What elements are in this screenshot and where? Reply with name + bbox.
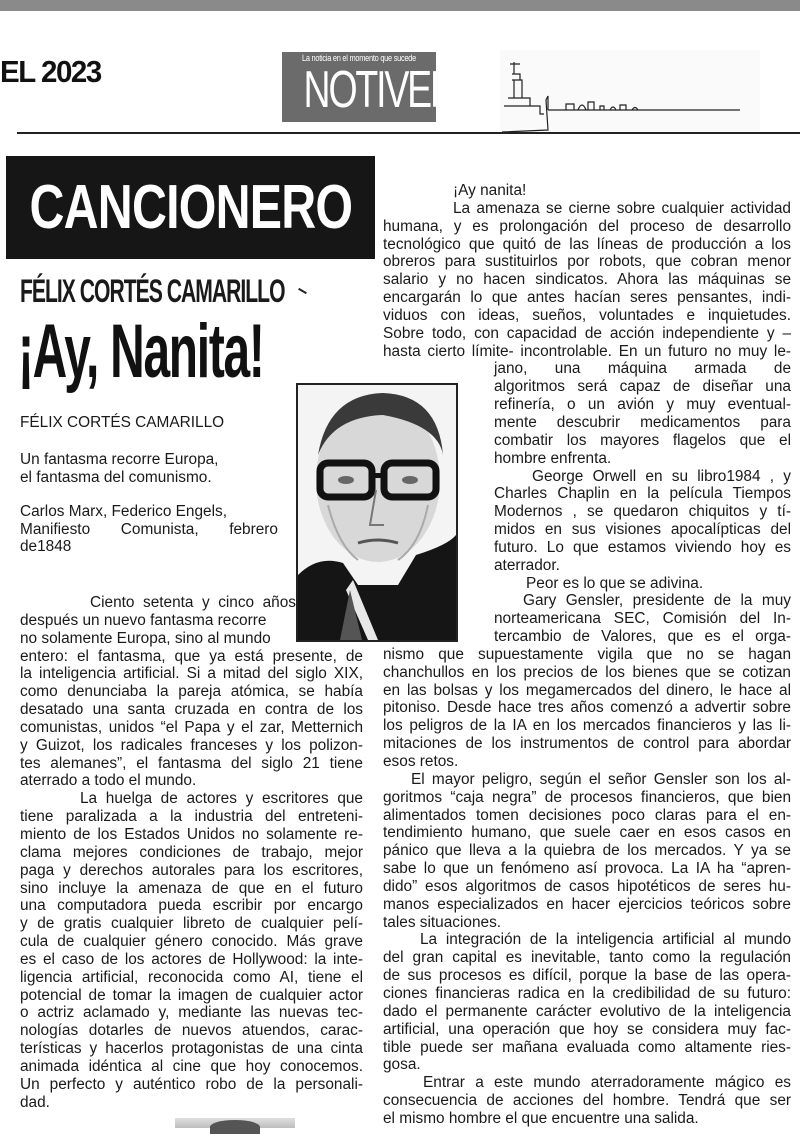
text-line: nismo que supuestamente vigila que no se hagan [383, 645, 791, 663]
text-line: Entrar a este mundo aterradoramente mágico es [423, 1074, 791, 1092]
text-line: combatir los mayores flagelos que el [494, 431, 791, 449]
paragraph [383, 931, 791, 1074]
paragraph [20, 790, 363, 1111]
text-line: La huelga de actores y escritores que [80, 790, 363, 808]
text-line: Charles Chaplin en la película Tiempos [494, 485, 791, 503]
text-line: La integración de la inteligencia artificial al mundo [420, 931, 791, 949]
text-line: gosa. [383, 1056, 421, 1074]
masthead-date: EL 2023 [0, 54, 101, 89]
text-line: terísticas y hacerlos protagonistas de una cinta [20, 1040, 363, 1058]
text-line: artificial, una operación que hoy se considera muy fac- [383, 1020, 791, 1038]
epigraph-line: Un fantasma recorre Europa, [20, 451, 219, 468]
text-line: salario y no hacen sindicatos. Ahora las máquinas se [383, 271, 791, 289]
text-line: hasta cierto límite- incontrolable. En un futuro no muy le- [383, 342, 791, 360]
top-bar [0, 0, 800, 11]
text-line: encargarán lo que antes hacían seres pensantes, indi- [383, 289, 791, 307]
attribution-line: Manifiesto Comunista, febrero [20, 520, 278, 538]
paragraph [383, 771, 791, 932]
narrow-block [494, 360, 791, 646]
text-line: mitaciones de los instrumentos de control para abordar [383, 735, 791, 753]
section-title: CANCIONERO [29, 173, 352, 242]
text-line: Modernos , se quedaron chiquitos y tí- [494, 503, 791, 521]
text-line: tible puede ser mañana evaluada como altamente ries- [383, 1038, 791, 1056]
text-line: tendimiento humano, que suele caer en esos casos en [383, 824, 791, 842]
text-line: La amenaza se cierne sobre cualquier actividad [453, 199, 791, 217]
text-line: dado el permanente carácter evolutivo de la inteligencia [383, 1002, 791, 1020]
text-line: consecuencia de acciones del hombre. Tendrá que ser [383, 1092, 791, 1110]
text-line: entero: el fantasma, que ya está presente, de [20, 647, 363, 665]
text-line: jano, una máquina armada de [494, 360, 791, 378]
text-line: sabe lo que un fenómeno así provoca. La IA ha “apren- [383, 860, 791, 878]
masthead-rule [17, 132, 800, 134]
author-byline: FÉLIX CORTÉS CAMARILLO [20, 414, 225, 431]
text-line: clama mejores condiciones de trabajo, mejor [20, 843, 363, 861]
text-line: manos especializados en hacer ejercicios teóricos sobre [383, 895, 791, 913]
text-line: aterrador. [494, 556, 560, 574]
text-line: tales situaciones. [383, 913, 502, 931]
text-line: tercambio de Valores, que es el orga- [494, 628, 791, 646]
text-line: refinería, o un avión y muy eventual- [494, 396, 791, 414]
text-line: futuro. Lo que estamos viviendo hoy es [494, 538, 791, 556]
stray-mark [298, 288, 307, 294]
text-line: goritmos “caja negra” de procesos financieros, que bien [383, 788, 791, 806]
text-line: y de gratis cualquier libreto de cualquier pelí- [20, 915, 363, 933]
text-line: los peligros de la IA en los mercados financieros y las li- [383, 717, 791, 735]
paragraph [383, 200, 791, 361]
text-line: el mismo hombre el que encuentre una salida. [383, 1109, 699, 1127]
text-line: humana, y es prolongación del proceso de desarrollo [383, 217, 791, 235]
left-body-column [20, 594, 363, 1111]
text-line: hombre enfrenta. [494, 449, 612, 467]
text-line: dad. [20, 1093, 50, 1111]
text-line: pánico que lleva a la quiebra de los mercados. Y ya se [383, 842, 791, 860]
fortress-sketch-illustration [500, 50, 760, 132]
text-line: algoritmos será capaz de diseñar una [494, 378, 791, 396]
notiver-logo [282, 52, 455, 122]
text-line: y Guizot, los radicales franceses y los polizon- [20, 736, 363, 754]
text-line: o actriz aclamado y, mediante las nuevas tec- [20, 1004, 363, 1022]
text-line: miento de los Estados Unidos no solamente re- [20, 825, 363, 843]
text-line: chanchullos en los precios de los bienes que se cotizan [383, 663, 791, 681]
text-line: ligencia artificial, reconocida como AI, tiene el [20, 968, 363, 986]
text-line: Sobre todo, con capacidad de acción independiente y – [383, 324, 791, 342]
text-line: la inteligencia artificial. Si a mitad del siglo XIX, [20, 665, 363, 683]
attribution-line: de1848 [20, 538, 72, 556]
text-line: como denunciaba la pareja atómica, se había [20, 683, 363, 701]
section-kicker: ¡Ay nanita! [453, 182, 527, 199]
text-line: del gran capital es inevitable, tanto como la regulación [383, 949, 791, 967]
text-line: una computadora pueda escribir por encargo [20, 897, 363, 915]
text-line: tes alemanes”, el fantasma del siglo 21 tiene [20, 754, 363, 772]
paragraph [383, 1074, 791, 1128]
text-line: comunistas, unidos “el Papa y el zar, Metternich [20, 718, 363, 736]
section-banner [6, 156, 375, 259]
photo-head-shape [210, 1120, 260, 1134]
text-line: después un nuevo fantasma recorre [20, 611, 267, 629]
text-line: tecnológico que quitó de las líneas de producción a los [383, 235, 791, 253]
text-line: Gary Gensler, presidente de la muy [523, 592, 791, 610]
paragraph [383, 646, 791, 771]
text-line: mente descubrir medicamentos para [494, 413, 791, 431]
text-line: en las bolsas y los megamercados del dinero, le hace al [383, 681, 791, 699]
text-line: aterrado a todo el mundo. [20, 772, 197, 790]
text-line: dido” esos algoritmos de casos hipotéticos de seres hu- [383, 877, 791, 895]
epigraph-line: el fantasma del comunismo. [20, 468, 212, 486]
text-line: no solamente Europa, sino al mundo [20, 629, 271, 647]
text-line: midos en sus visiones apocalípticas del [494, 521, 791, 539]
text-line: obreros para sustituirlos por robots, que cobran menor [383, 253, 791, 271]
text-line: de sus procesos es difícil, porque la base de las opera- [383, 967, 791, 985]
attribution-line: Carlos Marx, Federico Engels, [20, 503, 227, 520]
text-line: norteamericana SEC, Comisión del In- [494, 610, 791, 628]
text-line: George Orwell en su libro1984 , y [532, 467, 791, 485]
text-line: Ciento setenta y cinco años [90, 594, 296, 611]
text-line: esos retos. [383, 753, 459, 770]
text-line: ciones financieras radica en la credibilidad de su futuro: [383, 984, 791, 1002]
text-line: animada idéntica al cine que hoy conocemos. [20, 1057, 363, 1075]
text-line: desatado una santa cruzada en contra de los [20, 701, 363, 719]
text-line: El mayor peligro, según el señor Gensler son los al- [411, 770, 791, 788]
columnist-name: FÉLIX CORTÉS CAMARILLO [20, 273, 285, 309]
text-line: potencial de tomar la imagen de cualquier actor [20, 986, 363, 1004]
text-line: paga y derechos autorales para los escritores, [20, 861, 363, 879]
logo-name: NOTIVER [303, 61, 455, 119]
text-line: cula de cualquier género conocido. Más grave [20, 933, 363, 951]
text-line: Peor es lo que se adivina. [526, 574, 704, 592]
text-line: tiene paralizada a la industria del entreteni- [20, 808, 363, 826]
right-body-column [383, 182, 791, 1128]
logo-tagline: La noticia en el momento que sucede [301, 53, 417, 63]
text-line: alimentados tomen decisiones poco claras para el en- [383, 806, 791, 824]
text-line: nologías dotarles de nuevos atuendos, carac- [20, 1022, 363, 1040]
partial-photo [175, 1118, 295, 1128]
article-headline: ¡Ay, Nanita! [18, 309, 264, 394]
text-line: Un perfecto y auténtico robo de la personali- [20, 1075, 363, 1093]
text-line: viduos con ideas, sueños, voluntades e inquietudes. [383, 306, 791, 324]
text-line: pitoniso. Desde hace tres años comenzó a advertir sobre [383, 699, 791, 717]
text-line: es el caso de los actores de Hollywood: la inte- [20, 950, 363, 968]
text-line: sino incluye la amenaza de que en el futuro [20, 879, 363, 897]
epigraph-quote [20, 451, 218, 486]
epigraph-attribution [20, 503, 278, 556]
paragraph [20, 594, 363, 790]
